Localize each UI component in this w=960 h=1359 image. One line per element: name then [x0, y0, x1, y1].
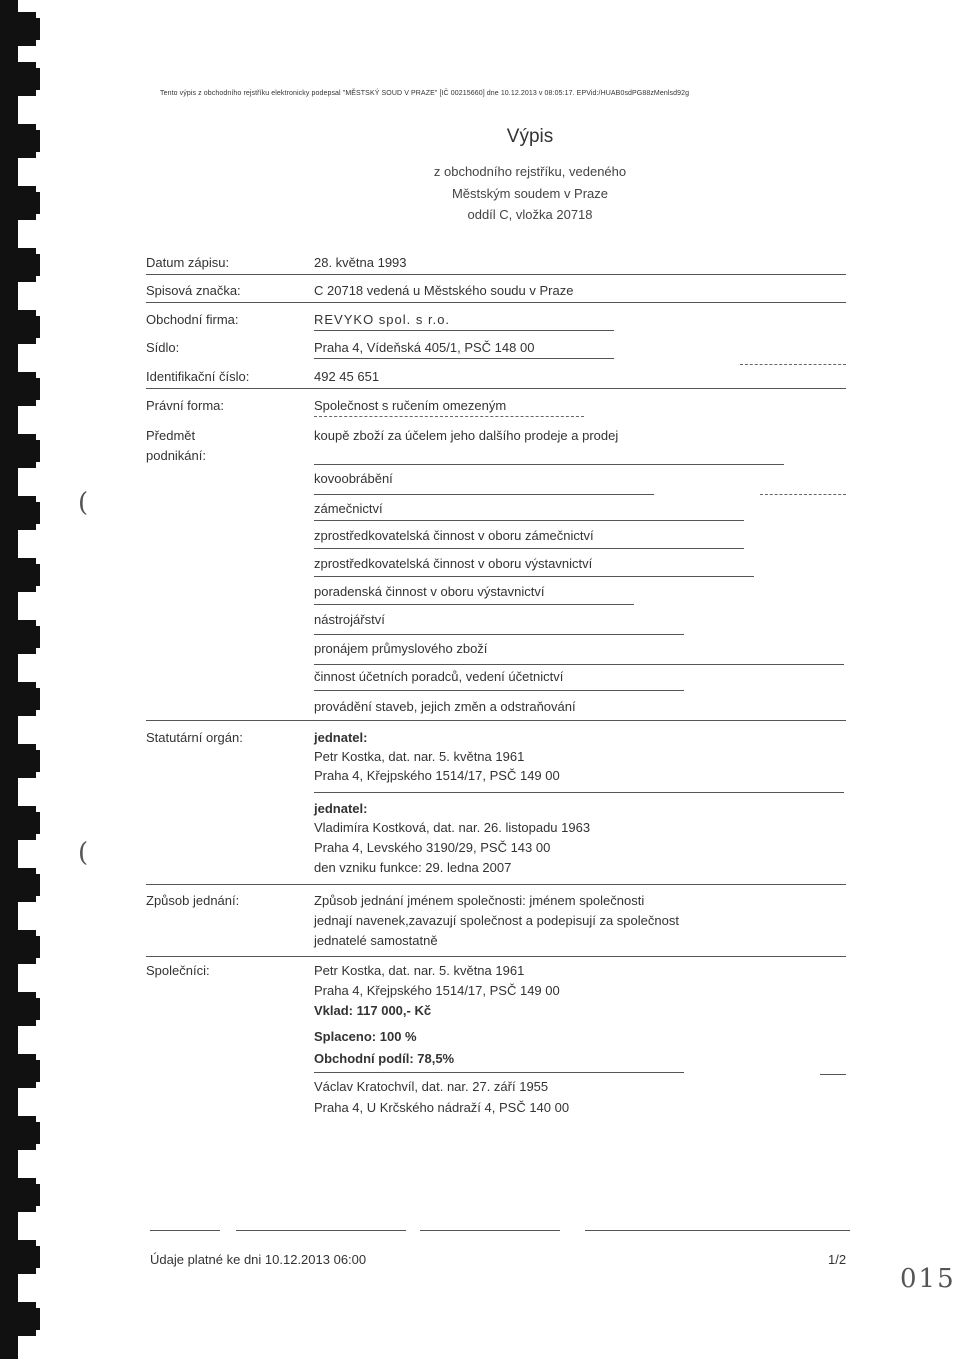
predmet-item: zprostředkovatelská činnost v oboru výstavnictví [314, 556, 593, 571]
firma-value: REVYKO spol. s r.o. [314, 312, 451, 327]
divider [314, 604, 634, 605]
margin-bracket: ( [78, 488, 89, 518]
jednatel-heading: jednatel: [314, 801, 368, 816]
divider [146, 274, 846, 275]
divider [314, 416, 584, 417]
pravni-value: Společnost s ručením omezeným [314, 398, 507, 413]
datum-label: Datum zápisu: [146, 255, 230, 270]
spolecnik-podil: Obchodní podíl: 78,5% [314, 1051, 455, 1066]
predmet-item: pronájem průmyslového zboží [314, 641, 488, 656]
spolecnik-address: Praha 4, U Krčského nádraží 4, PSČ 140 00 [314, 1100, 570, 1115]
jednatel-name: Vladimíra Kostková, dat. nar. 26. listopadu 1963 [314, 820, 591, 835]
firma-label: Obchodní firma: [146, 312, 239, 327]
binding-ring [14, 62, 36, 96]
divider [146, 884, 846, 885]
subtitle-line-2: Městským soudem v Praze [451, 186, 609, 201]
predmet-item: provádění staveb, jejich změn a odstraňování [314, 699, 576, 714]
jednatel-address: Praha 4, Levského 3190/29, PSČ 143 00 [314, 840, 551, 855]
predmet-item: kovoobrábění [314, 471, 393, 486]
binding-ring [14, 868, 36, 902]
binding-ring [14, 744, 36, 778]
margin-bracket: ( [78, 838, 89, 868]
divider [314, 358, 614, 359]
jednatel-name: Petr Kostka, dat. nar. 5. května 1961 [314, 749, 525, 764]
spisova-label: Spisová značka: [146, 283, 241, 298]
predmet-label-cont: podnikání: [146, 448, 206, 463]
divider [314, 576, 754, 577]
binding-ring [14, 372, 36, 406]
predmet-label: Předmět [146, 428, 196, 443]
divider [314, 520, 744, 521]
predmet-item: poradenská činnost v oboru výstavnictví [314, 584, 545, 599]
zpusob-label: Způsob jednání: [146, 893, 240, 908]
divider [420, 1230, 560, 1231]
predmet-item: koupě zboží za účelem jeho dalšího prodeje a prodej [314, 428, 619, 443]
zpusob-text: Způsob jednání jménem společnosti: jménem společnosti [314, 893, 645, 908]
divider [314, 664, 844, 665]
binding-ring [14, 248, 36, 282]
spolecnik-address: Praha 4, Křejpského 1514/17, PSČ 149 00 [314, 983, 560, 998]
binding-ring [14, 682, 36, 716]
sidlo-value: Praha 4, Vídeňská 405/1, PSČ 148 00 [314, 340, 535, 355]
divider [150, 1230, 220, 1231]
binding-ring [14, 1178, 36, 1212]
predmet-item: činnost účetních poradců, vedení účetnictví [314, 669, 564, 684]
divider [314, 690, 684, 691]
binding-ring [14, 1302, 36, 1336]
zpusob-text: jednatelé samostatně [314, 933, 438, 948]
divider [146, 720, 846, 721]
binding-ring [14, 992, 36, 1026]
binding-ring [14, 558, 36, 592]
divider [314, 464, 784, 465]
divider [146, 302, 846, 303]
binding-ring [14, 1240, 36, 1274]
spisova-value: C 20718 vedená u Městského soudu v Praze [314, 283, 574, 298]
ico-label: Identifikační číslo: [146, 369, 250, 384]
divider [820, 1074, 846, 1075]
divider [236, 1230, 406, 1231]
spolecnik-name: Petr Kostka, dat. nar. 5. května 1961 [314, 963, 525, 978]
divider [314, 1072, 684, 1073]
spolecnik-name: Václav Kratochvíl, dat. nar. 27. září 1955 [314, 1079, 549, 1094]
spolecnik-vklad: Vklad: 117 000,- Kč [314, 1003, 432, 1018]
divider [740, 364, 846, 365]
divider [146, 956, 846, 957]
binding-ring [14, 434, 36, 468]
zpusob-text: jednají navenek,zavazují společnost a podepisují za společnost [314, 913, 679, 928]
jednatel-function-start: den vzniku funkce: 29. ledna 2007 [314, 860, 512, 875]
divider [314, 494, 654, 495]
subtitle-line-3: oddíl C, vložka 20718 [467, 207, 593, 222]
spolecnik-splaceno: Splaceno: 100 % [314, 1029, 417, 1044]
footer-validity: Údaje platné ke dni 10.12.2013 06:00 [150, 1252, 367, 1267]
divider [314, 634, 684, 635]
binding-ring [14, 496, 36, 530]
divider [585, 1230, 850, 1231]
page-number: 1/2 [828, 1252, 847, 1267]
page-stamp: 015 [900, 1264, 956, 1294]
binding-ring [14, 310, 36, 344]
electronic-signature-note: Tento výpis z obchodního rejstříku elektronicky podepsal "MĚSTSKÝ SOUD V PRAZE" [IČ 00215660] dne 10.12.2013 v 08:05:17. EPVid:/HUAB0sdPG88zMenlsd92g [160, 90, 690, 97]
ico-value: 492 45 651 [314, 369, 380, 384]
divider [146, 388, 846, 389]
divider [314, 792, 844, 793]
statutarni-label: Statutární orgán: [146, 730, 243, 745]
predmet-item: nástrojářství [314, 612, 385, 627]
subtitle-line-1: z obchodního rejstříku, vedeného [433, 164, 627, 179]
datum-value: 28. května 1993 [314, 255, 407, 270]
binding-ring [14, 1054, 36, 1088]
binding-ring [14, 12, 36, 46]
binding-ring [14, 620, 36, 654]
sidlo-label: Sídlo: [146, 340, 180, 355]
binding-ring [14, 930, 36, 964]
jednatel-heading: jednatel: [314, 730, 368, 745]
jednatel-address: Praha 4, Křejpského 1514/17, PSČ 149 00 [314, 768, 560, 783]
divider [314, 330, 614, 331]
predmet-item: zámečnictví [314, 501, 383, 516]
binding-ring [14, 1116, 36, 1150]
page-title: Výpis [506, 126, 554, 147]
spolecnici-label: Společníci: [146, 963, 210, 978]
pravni-label: Právní forma: [146, 398, 225, 413]
predmet-item: zprostředkovatelská činnost v oboru zámečnictví [314, 528, 594, 543]
divider [760, 494, 846, 495]
divider [314, 548, 744, 549]
binding-ring [14, 806, 36, 840]
